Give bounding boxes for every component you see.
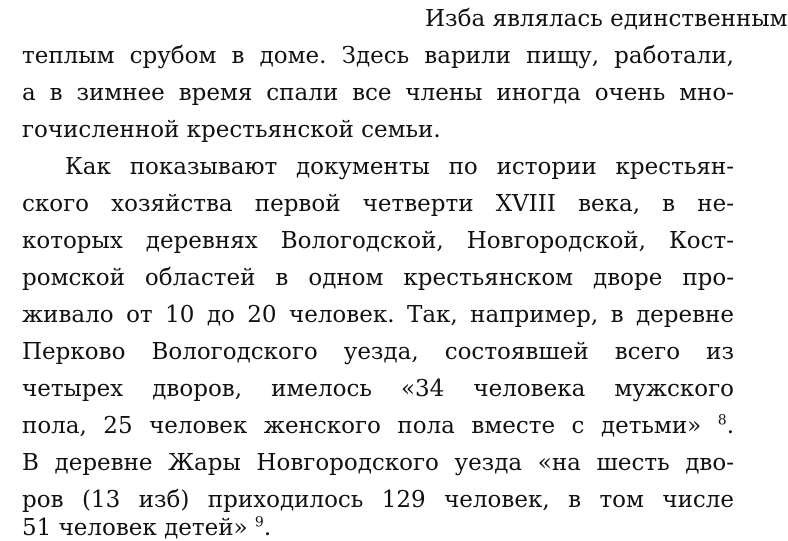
text-line-15 [22,514,272,541]
text-line-13: В деревне Жары Новгородского уезда «на шесть дво- [22,450,734,476]
text-line-9: живало от 10 до 20 человек. Так, например, в деревне [22,302,734,328]
text-line-8: ромской областей в одном крестьянском дворе про- [22,265,734,291]
text-line-5: Как показывают документы по истории крестьян- [65,154,734,180]
text-line-15-content: 51 человек детей» [22,515,248,541]
footnote-ref-9: 9 [254,514,264,531]
text-line-6: ского хозяйства первой четверти XVIII века, в не- [22,191,734,217]
text-line-1: Изба являлась единственным [425,6,788,32]
text-line-4: гочисленной крестьянской семьи. [22,117,441,143]
text-line-3: а в зимнее время спали все члены иногда очень мно- [22,80,734,106]
text-line-12-content: пола, 25 человек женского пола вместе с детьми» [22,413,702,439]
text-line-11: четырех дворов, имелось «34 человека мужского [22,376,734,402]
text-line-7: которых деревнях Вологодской, Новгородской, Кост- [22,228,734,254]
sentence-end-dot: . [726,413,735,439]
text-line-12 [22,409,734,443]
paragraph-end-dot: . [263,515,272,541]
text-line-2: теплым срубом в доме. Здесь варили пищу, работали, [22,43,734,69]
text-line-14: ров (13 изб) приходилось 129 человек, в том числе [22,487,734,513]
text-line-10: Перково Вологодского уезда, состоявшей всего из [22,339,734,365]
footnote-ref-8: 8 [717,412,727,429]
